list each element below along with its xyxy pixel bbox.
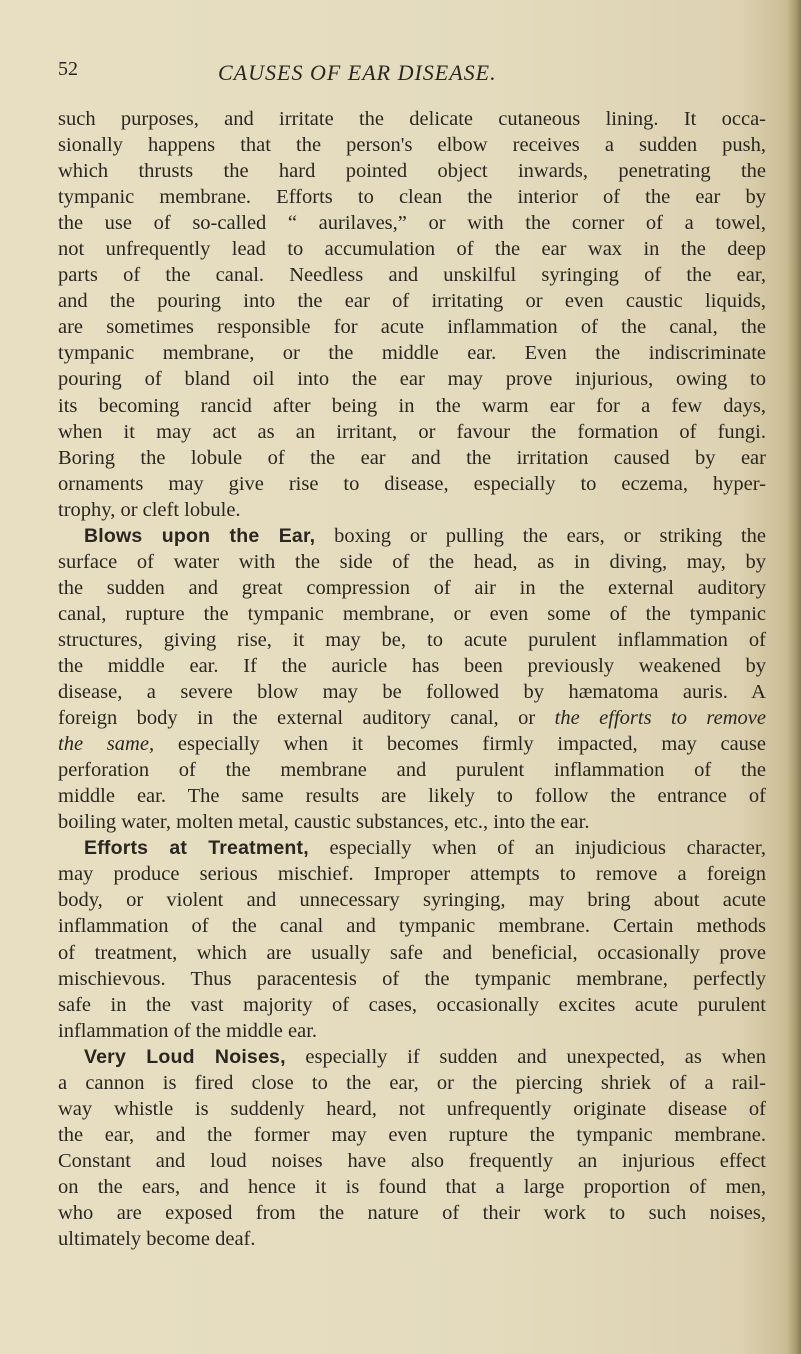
line-text: perforation of the membrane and purulent inflammation of the xyxy=(58,759,766,782)
text-line xyxy=(58,132,766,158)
text-line xyxy=(58,497,766,523)
italic-text: the same, xyxy=(58,733,155,756)
text-line xyxy=(58,471,766,497)
text-line xyxy=(58,184,766,210)
line-text: the use of so-called “ aurilaves,” or with the corner of a towel, xyxy=(58,212,766,235)
line-text: of treatment, which are usually safe and beneficial, occasionally prove xyxy=(58,941,766,964)
text-line xyxy=(58,1148,766,1174)
line-text: Boring the lobule of the ear and the irritation caused by ear xyxy=(58,446,766,469)
text-line xyxy=(58,809,766,835)
line-text: surface of water with the side of the head, as in diving, may, by xyxy=(58,550,766,573)
line-text: a cannon is fired close to the ear, or the piercing shriek of a rail- xyxy=(58,1071,766,1094)
section-heading: Efforts at Treatment, xyxy=(84,837,309,860)
line-text: structures, giving rise, it may be, to acute purulent inflammation of xyxy=(58,628,766,651)
line-text: which thrusts the hard pointed object inwards, penetrating the xyxy=(58,160,766,183)
body-text xyxy=(58,106,766,1252)
line-text: tympanic membrane, or the middle ear. Even the indiscriminate xyxy=(58,342,766,365)
line-text: way whistle is suddenly heard, not unfrequently originate disease of xyxy=(58,1097,766,1120)
line-text: Constant and loud noises have also frequently an injurious effect xyxy=(58,1149,766,1172)
line-text: canal, rupture the tympanic membrane, or even some of the tympanic xyxy=(58,602,766,625)
text-line xyxy=(58,288,766,314)
line-text: trophy, or cleft lobule. xyxy=(58,498,241,521)
text-line xyxy=(58,731,766,757)
text-line xyxy=(58,393,766,419)
text-line xyxy=(58,549,766,575)
text-line xyxy=(58,887,766,913)
text-line xyxy=(58,705,766,731)
text-line xyxy=(58,783,766,809)
line-text: pouring of bland oil into the ear may prove injurious, owing to xyxy=(58,368,766,391)
text-line xyxy=(58,1226,766,1252)
line-text: especially when of an injudicious character, xyxy=(308,837,766,860)
text-line xyxy=(58,627,766,653)
line-text: especially when it becomes firmly impacted, may cause xyxy=(154,733,766,756)
text-line xyxy=(58,314,766,340)
line-text: boxing or pulling the ears, or striking the xyxy=(315,524,766,547)
line-text: mischievous. Thus paracentesis of the tympanic membrane, perfectly xyxy=(58,967,766,990)
text-line xyxy=(58,575,766,601)
text-line xyxy=(58,1044,766,1070)
line-text: sionally happens that the person's elbow receives a sudden push, xyxy=(58,134,766,157)
text-line xyxy=(58,1096,766,1122)
line-text: inflammation of the middle ear. xyxy=(58,1019,318,1042)
line-text: middle ear. The same results are likely to follow the entrance of xyxy=(58,785,766,808)
section-heading: Blows upon the Ear, xyxy=(84,524,316,547)
line-text: boiling water, molten metal, caustic substances, etc., into the ear. xyxy=(58,811,590,834)
text-line xyxy=(58,262,766,288)
line-text: the ear, and the former may even rupture the tympanic membrane. xyxy=(58,1123,766,1146)
section-heading: Very Loud Noises, xyxy=(84,1045,286,1068)
line-text: ornaments may give rise to disease, especially to eczema, hyper- xyxy=(58,472,766,495)
line-text: such purposes, and irritate the delicate cutaneous lining. It occa- xyxy=(58,108,766,130)
text-line xyxy=(58,1122,766,1148)
line-text: may produce serious mischief. Improper attempts to remove a foreign xyxy=(58,863,766,886)
text-line xyxy=(58,757,766,783)
text-line xyxy=(58,236,766,262)
text-line xyxy=(58,445,766,471)
text-line xyxy=(58,340,766,366)
text-line xyxy=(58,992,766,1018)
line-text: the sudden and great compression of air in the external auditory xyxy=(58,576,766,599)
line-text: the middle ear. If the auricle has been previously weakened by xyxy=(58,654,766,677)
text-line xyxy=(58,1070,766,1096)
line-text: are sometimes responsible for acute inflammation of the canal, the xyxy=(58,316,766,339)
page-edge-shadow xyxy=(787,0,801,1354)
line-text: on the ears, and hence it is found that a large proportion of men, xyxy=(58,1175,766,1198)
text-line xyxy=(58,1174,766,1200)
text-line xyxy=(58,913,766,939)
text-line xyxy=(58,210,766,236)
line-text: inflammation of the canal and tympanic membrane. Certain methods xyxy=(58,915,766,938)
line-text: tympanic membrane. Efforts to clean the interior of the ear by xyxy=(58,186,766,209)
line-text: ultimately become deaf. xyxy=(58,1228,256,1251)
page-number: 52 xyxy=(58,58,78,80)
text-line xyxy=(58,419,766,445)
text-line xyxy=(58,523,766,549)
text-line xyxy=(58,1200,766,1226)
line-text: who are exposed from the nature of their work to such noises, xyxy=(58,1201,766,1224)
italic-text: the efforts to remove xyxy=(554,707,766,730)
text-line xyxy=(58,366,766,392)
text-line xyxy=(58,106,766,132)
line-text: and the pouring into the ear of irritating or even caustic liquids, xyxy=(58,290,766,313)
text-line xyxy=(58,940,766,966)
line-text: not unfrequently lead to accumulation of the ear wax in the deep xyxy=(58,238,766,261)
line-text: safe in the vast majority of cases, occasionally excites acute purulent xyxy=(58,993,766,1016)
running-title: CAUSES OF EAR DISEASE. xyxy=(218,60,497,85)
line-text: especially if sudden and unexpected, as when xyxy=(285,1045,766,1068)
text-line xyxy=(58,653,766,679)
line-text: body, or violent and unnecessary syringing, may bring about acute xyxy=(58,889,766,912)
line-text: foreign body in the external auditory canal, or xyxy=(58,707,555,730)
text-line xyxy=(58,966,766,992)
text-line xyxy=(58,158,766,184)
text-line xyxy=(58,861,766,887)
text-line xyxy=(58,1018,766,1044)
line-text: when it may act as an irritant, or favour the formation of fungi. xyxy=(58,420,766,443)
text-line xyxy=(58,835,766,861)
line-text: disease, a severe blow may be followed by hæmatoma auris. A xyxy=(58,681,766,704)
line-text: parts of the canal. Needless and unskilful syringing of the ear, xyxy=(58,264,766,287)
text-line xyxy=(58,601,766,627)
line-text: its becoming rancid after being in the warm ear for a few days, xyxy=(58,394,766,417)
text-line xyxy=(58,679,766,705)
